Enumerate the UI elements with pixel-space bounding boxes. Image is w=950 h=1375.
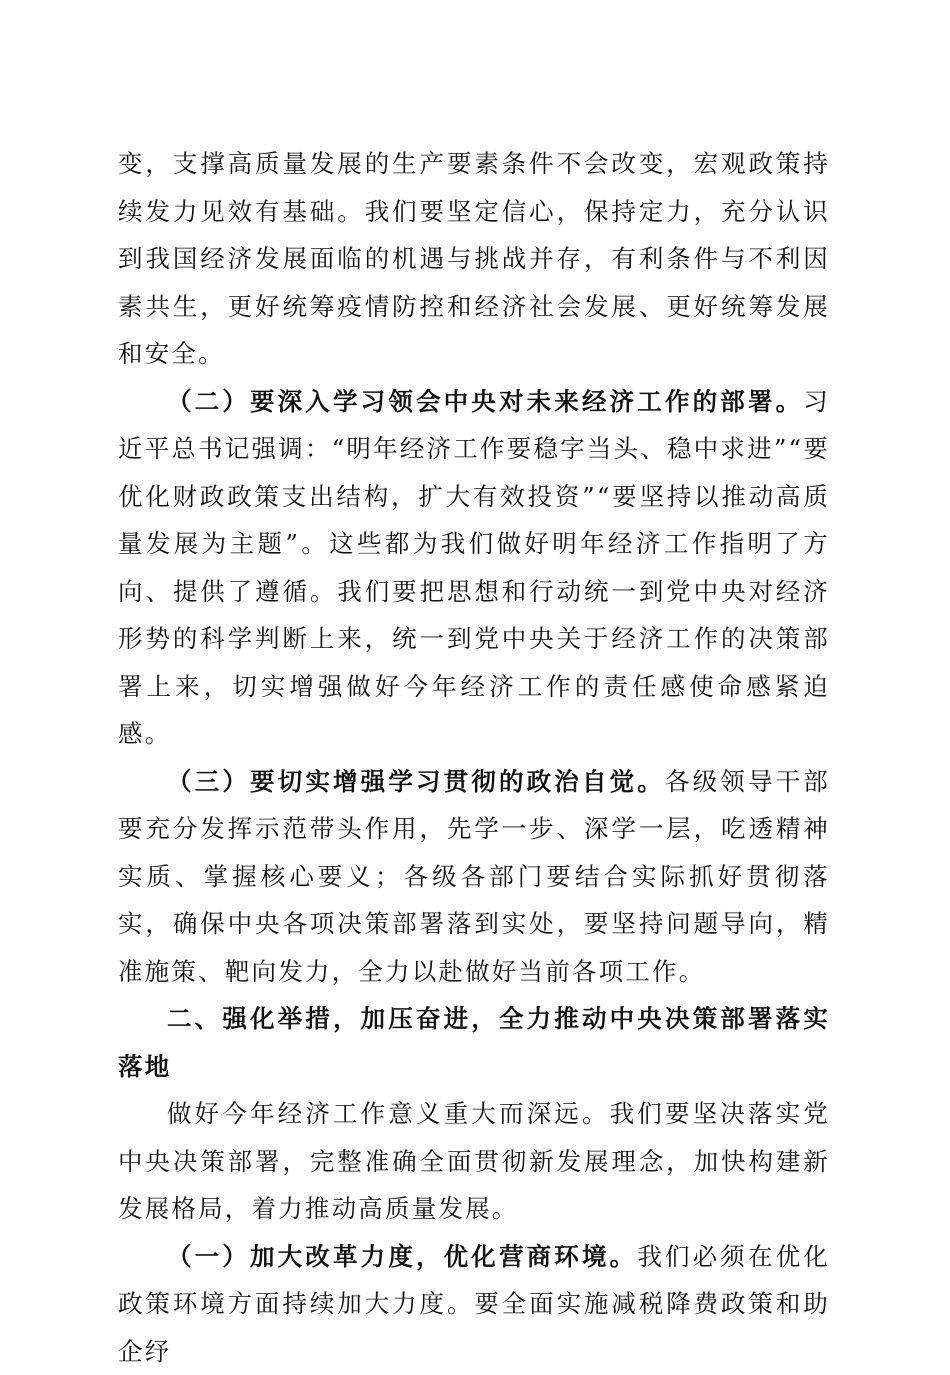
paragraph-4: 做好今年经济工作意义重大而深远。我们要坚决落实党中央决策部署，完整准确全面贯彻新发展理念，加快构建新发展格局，着力推动高质量发展。 bbox=[118, 1090, 830, 1233]
paragraph-continuation: 变，支撑高质量发展的生产要素条件不会改变，宏观政策持续发力见效有基础。我们要坚定信心，保持定力，充分认识到我国经济发展面临的机遇与挑战并存，有利条件与不利因素共生，更好统筹疫情防控和经济社会发展、更好统筹发展和安全。 bbox=[118, 140, 830, 378]
section-2-heading: 二、强化举措，加压奋进，全力推动中央决策部署落实落地 bbox=[118, 995, 830, 1090]
paragraph-5-lead: （一）加大改革力度，优化营商环境。 bbox=[167, 1242, 637, 1271]
paragraph-2 bbox=[118, 378, 830, 758]
paragraph-5 bbox=[118, 1233, 830, 1375]
paragraph-3-lead: （三）要切实增强学习贯彻的政治自觉。 bbox=[167, 767, 665, 796]
paragraph-2-body: 习近平总书记强调：“明年经济工作要稳字当头、稳中求进”“要优化财政政策支出结构，扩大有效投资”“要坚持以推动高质量发展为主题”。这些都为我们做好明年经济工作指明了方向、提供了遵循。我们要把思想和行动统一到党中央对经济形势的科学判断上来，统一到党中央关于经济工作的决策部署上来，切实增强做好今年经济工作的责任感使命感紧迫感。 bbox=[118, 387, 830, 749]
paragraph-3 bbox=[118, 758, 830, 996]
document-body bbox=[118, 140, 830, 1375]
paragraph-3-body: 各级领导干部要充分发挥示范带头作用，先学一步、深学一层，吃透精神实质、掌握核心要义；各级各部门要结合实际抓好贯彻落实，确保中央各项决策部署落到实处，要坚持问题导向，精准施策、靶向发力，全力以赴做好当前各项工作。 bbox=[118, 767, 830, 986]
paragraph-5-body: 我们必须在优化政策环境方面持续加大力度。要全面实施减税降费政策和助企纾 bbox=[118, 1242, 830, 1366]
paragraph-2-lead: （二）要深入学习领会中央对未来经济工作的部署。 bbox=[167, 387, 803, 416]
